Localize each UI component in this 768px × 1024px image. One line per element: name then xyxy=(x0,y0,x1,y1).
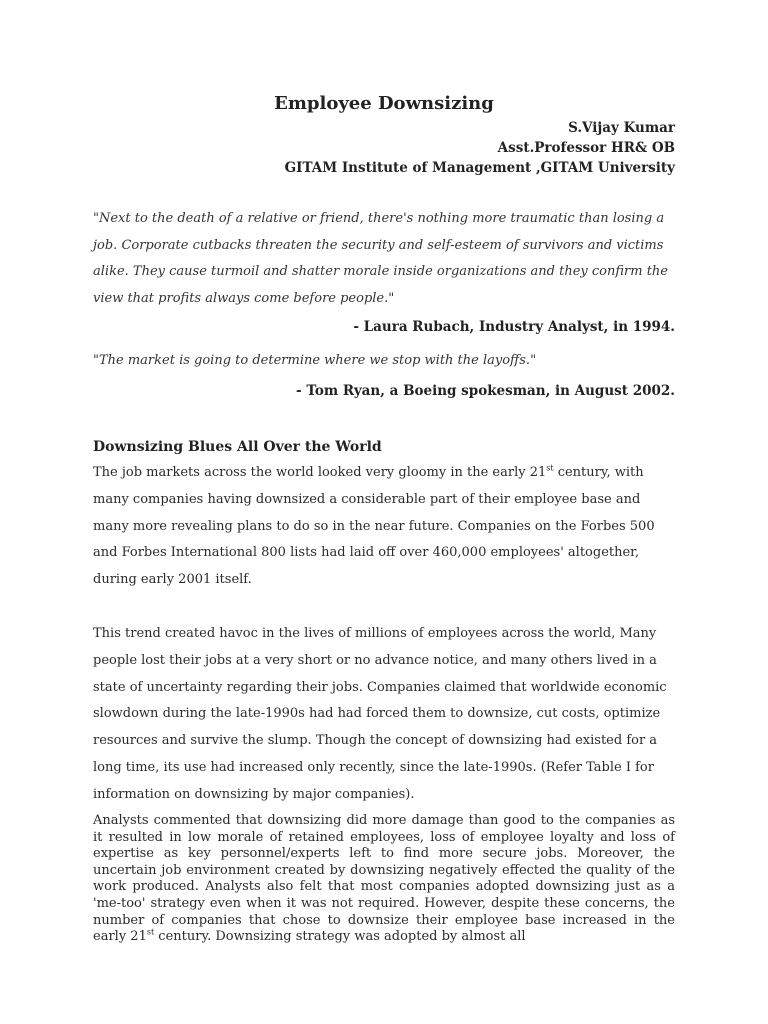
paragraph-3-superscript: st xyxy=(146,927,155,937)
paragraph-1-superscript: st xyxy=(546,463,554,473)
paragraph-3-part1: Analysts commented that downsizing did more damage than good to the companies as it resulted in low morale of retained employees, loss of employee loyalty and loss of expertise as key personnel/experts left to find more secure jobs. Moreover, the uncertain job environment created by downsizing negatively effected the quality of the work produced. Analysts also felt that most companies adopted downsizing just as a 'me-too' strategy even when it was not required. However, despite these concerns, the number of companies that chose to downsize their employee base increased in the early 21 xyxy=(93,813,675,945)
paragraph-1 xyxy=(93,460,675,594)
quote-text-1: "Next to the death of a relative or friend, there's nothing more traumatic than losing a job. Corporate cutbacks threaten the security and self-esteem of survivors and victims alike. They cause turmoil and shatter morale inside organizations and they confirm the view that profits always come before people." xyxy=(93,211,668,306)
author-name: S.Vijay Kumar xyxy=(568,120,675,136)
quote-text-2: "The market is going to determine where we stop with the layoffs." xyxy=(93,353,537,368)
paragraph-2: This trend created havoc in the lives of millions of employees across the world, Many people lost their jobs at a very short or no advance notice, and many others lived in a state of uncertainty regarding their jobs. Companies claimed that worldwide economic slowdown during the late-1990s had had forced them to downsize, cut costs, optimize resources and survive the slump. Though the concept of downsizing had existed for a long time, its use had increased only recently, since the late-1990s. (Refer Table I for information on downsizing by major companies). xyxy=(93,626,667,802)
author-block xyxy=(285,118,675,178)
quote-attribution-1: - Laura Rubach, Industry Analyst, in 1994. xyxy=(353,319,675,335)
author-institution: GITAM Institute of Management ,GITAM University xyxy=(284,160,675,176)
section-heading: Downsizing Blues All Over the World xyxy=(93,439,382,455)
paragraph-3 xyxy=(93,813,675,946)
paragraph-1-part2: century, with many companies having downsized a considerable part of their employee base and many more revealing plans to do so in the near future. Companies on the Forbes 500 and Forbes International 800 lists had laid off over 460,000 employees' altogether, during early 2001 itself. xyxy=(93,465,655,588)
paragraph-1-part1: The job markets across the world looked very gloomy in the early 21 xyxy=(93,465,547,480)
quote-attribution-2: - Tom Ryan, a Boeing spokesman, in August 2002. xyxy=(296,383,675,399)
author-position: Asst.Professor HR& OB xyxy=(497,140,675,156)
document-title: Employee Downsizing xyxy=(274,93,494,114)
paragraph-3-part2: century. Downsizing strategy was adopted by almost all xyxy=(154,929,526,945)
